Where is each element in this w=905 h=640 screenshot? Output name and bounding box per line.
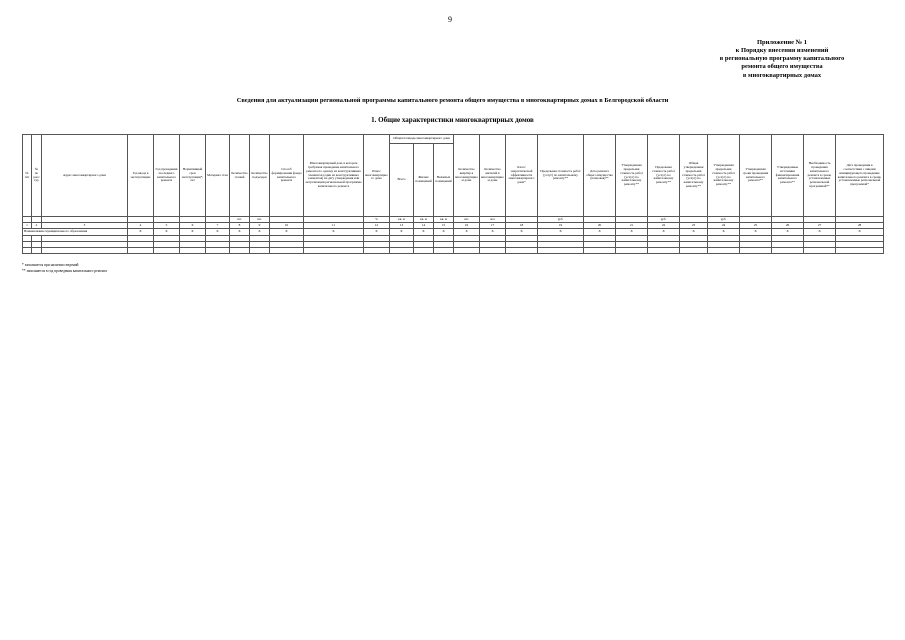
column-number: 28 (836, 223, 884, 229)
footnote-1: * заполняется при наличии сведений (22, 263, 79, 267)
column-number: 20 (584, 223, 616, 229)
page-number: 9 (448, 15, 452, 24)
x-mark: Х (616, 229, 648, 236)
x-mark: Х (740, 229, 772, 236)
x-mark: Х (804, 229, 836, 236)
unit-cell: руб. (538, 217, 584, 223)
column-number: 6 (180, 223, 206, 229)
header-c19: Предельная стоимость работ (услуг) по капитальному ремонту** (538, 135, 584, 217)
unit-cell: руб. (648, 217, 680, 223)
unit-cell: кв. м (434, 217, 454, 223)
header-c2: № по реестру (32, 135, 42, 217)
header-c5: Год проведения последнего капитального ремонта (154, 135, 180, 217)
appendix-line-5: в многоквартирных домах (742, 71, 822, 79)
x-mark: Х (270, 229, 304, 236)
unit-cell: шт. (454, 217, 480, 223)
header-c12: Износ многоквартирного дома (364, 135, 390, 217)
header-c18: Класс энергетической эффективности многоквартирного дома* (506, 135, 538, 217)
unit-cell: шт. (230, 217, 250, 223)
header-c21: Утвержденная предельная стоимость работ (услуг) по капитальному ремонту** (616, 135, 648, 217)
section-title: 1. Общие характеристики многоквартирных домов (371, 116, 534, 124)
header-c10: Способ формирования фонда капитального ремонта (270, 135, 304, 217)
header-c26: Утвержденные источники финансирования капитального ремонта** (772, 135, 804, 217)
header-c9: Количество подъездов (250, 135, 270, 217)
x-mark: Х (772, 229, 804, 236)
header-c8: Количество этажей (230, 135, 250, 217)
x-mark: Х (708, 229, 740, 236)
footnotes (22, 263, 107, 275)
unit-cell: чел. (480, 217, 506, 223)
x-mark: Х (836, 229, 884, 236)
header-area-group: Общая площадь многоквартирного дома (390, 135, 454, 144)
x-mark: Х (434, 229, 454, 236)
unit-cell: кв. м (390, 217, 414, 223)
header-c11: Многоквартирный дом, в котором требуемая проведение капитального ремонта по одному из конструктивных элементов (один из конструктивных элементов) на дату утверждения или актуализации региональной программы капитального ремонта (304, 135, 364, 217)
header-c20: Дата ремонта общего имущества (плановая)** (584, 135, 616, 217)
x-mark: Х (680, 229, 708, 236)
unit-cell: % (364, 217, 390, 223)
x-mark: Х (206, 229, 230, 236)
x-mark: Х (414, 229, 434, 236)
header-c4: Год ввода в эксплуатацию (128, 135, 154, 217)
column-number: 16 (454, 223, 480, 229)
header-c1: № п/п (23, 135, 32, 217)
column-number: 21 (616, 223, 648, 229)
x-mark: Х (128, 229, 154, 236)
column-number: 8 (230, 223, 250, 229)
column-number: 2 (32, 223, 42, 229)
x-mark: Х (250, 229, 270, 236)
x-mark: Х (180, 229, 206, 236)
column-number: 17 (480, 223, 506, 229)
x-mark: Х (364, 229, 390, 236)
x-mark: Х (648, 229, 680, 236)
header-c27: Необходимость проведения капитального ремонта в сроки, установленные региональной программой** (804, 135, 836, 217)
x-mark: Х (390, 229, 414, 236)
x-mark: Х (584, 229, 616, 236)
x-mark: Х (454, 229, 480, 236)
appendix-line-4: ремонта общего имущества (741, 63, 823, 71)
x-mark: Х (154, 229, 180, 236)
appendix-line-3: в региональную программу капитального (719, 55, 845, 63)
header-c13: Всего (390, 144, 414, 217)
header-c17: Количество жителей в многоквартирном доме (480, 135, 506, 217)
header-c25: Утвержденная сроки проведения капитального ремонта** (740, 135, 772, 217)
appendix-line-1: Приложение № 1 (756, 39, 808, 46)
x-mark: Х (230, 229, 250, 236)
x-mark: Х (304, 229, 364, 236)
header-c16: Количество квартир в многоквартирном доме (454, 135, 480, 217)
column-number: 22 (648, 223, 680, 229)
column-number: 15 (434, 223, 454, 229)
column-number: 10 (270, 223, 304, 229)
column-number: 3 (42, 223, 128, 229)
footnote-2: ** заполняется в год проведения капитального ремонта (22, 268, 107, 273)
header-c3: Адрес многоквартирного дома (42, 135, 128, 217)
housing-table (22, 134, 884, 254)
column-number: 13 (390, 223, 414, 229)
column-number: 9 (250, 223, 270, 229)
header-c14: Жилых помещений (414, 144, 434, 217)
header-c7: Материал стен (206, 135, 230, 217)
header-c24: Утвержденная предельная стоимость работ (услуг) по капитальному ремонту** (708, 135, 740, 217)
column-number: 27 (804, 223, 836, 229)
column-number: 24 (708, 223, 740, 229)
x-mark: Х (480, 229, 506, 236)
header-c22: Предельная стоимость работ (услуг) по капитальному ремонту** (648, 135, 680, 217)
column-number: 23 (680, 223, 708, 229)
column-number: 4 (128, 223, 154, 229)
column-number: 7 (206, 223, 230, 229)
column-number: 5 (154, 223, 180, 229)
document-title: Сведения для актуализации региональной программы капитального ремонта общего имущества в многоквартирных домах в Белгородской области (236, 97, 669, 104)
x-mark: Х (538, 229, 584, 236)
column-number: 14 (414, 223, 434, 229)
appendix-block (697, 39, 867, 80)
header-c6: Нормативный срок эксплуатации*, лет (180, 135, 206, 217)
column-number: 26 (772, 223, 804, 229)
column-number: 25 (740, 223, 772, 229)
empty-row (23, 248, 884, 254)
header-c28: Дата проведения в соответствии с лицами инициирующего проведение капитального ремонта в сроки, установленные региональной программой* (836, 135, 884, 217)
column-number: 18 (506, 223, 538, 229)
municipality-label: Наименование муниципального образования (23, 229, 128, 236)
column-number: 19 (538, 223, 584, 229)
column-number: 12 (364, 223, 390, 229)
header-c15: Нежилых помещений (434, 144, 454, 217)
column-number: 1 (23, 223, 32, 229)
unit-cell: шт. (250, 217, 270, 223)
unit-cell: кв. м (414, 217, 434, 223)
x-mark: Х (506, 229, 538, 236)
header-c23: Общая утвержденная предельная стоимость работ (услуг) по капитальному ремонту** (680, 135, 708, 217)
column-number: 11 (304, 223, 364, 229)
unit-cell: руб. (708, 217, 740, 223)
appendix-line-2: к Порядку внесения изменений (735, 47, 829, 55)
